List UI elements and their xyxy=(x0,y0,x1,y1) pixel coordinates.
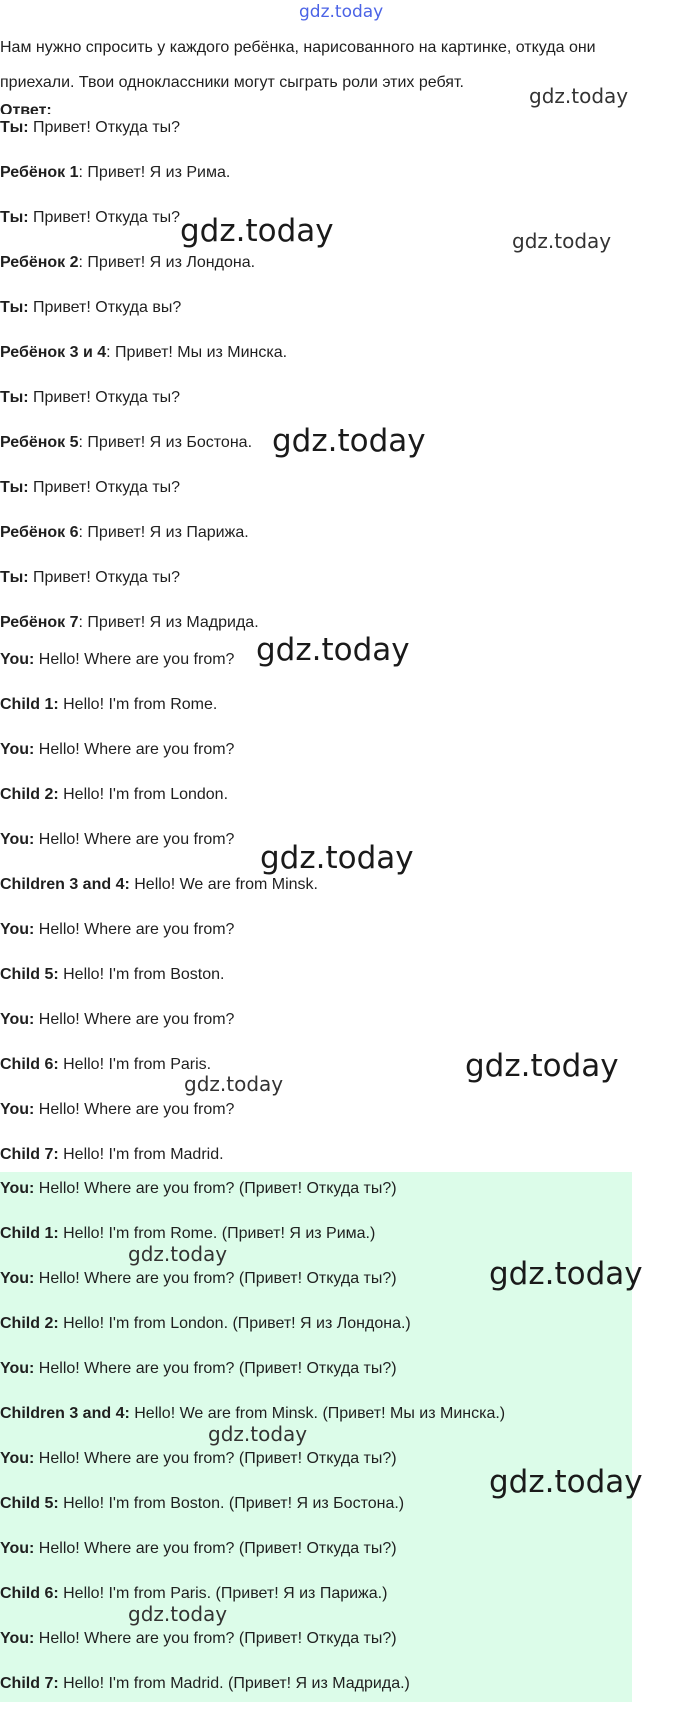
line-text: Привет! Откуда ты? xyxy=(28,209,181,226)
speaker-label: Ребёнок 1 xyxy=(0,164,79,181)
dialogue-line xyxy=(0,875,680,920)
speaker-label: You: xyxy=(0,1540,35,1557)
speaker-label: You: xyxy=(0,921,35,938)
line-text: : Привет! Я из Парижа. xyxy=(78,524,249,541)
speaker-label: You: xyxy=(0,741,35,758)
line-text: Привет! Откуда вы? xyxy=(28,299,182,316)
speaker-label: Ты: xyxy=(0,119,29,136)
speaker-label: Ты: xyxy=(0,569,29,586)
speaker-label: Child 5: xyxy=(0,966,59,983)
speaker-label: Ты: xyxy=(0,389,29,406)
line-text: Привет! Откуда ты? xyxy=(28,119,181,136)
speaker-label: Ты: xyxy=(0,209,29,226)
speaker-label: Child 2: xyxy=(0,786,59,803)
speaker-label: Child 1: xyxy=(0,1225,59,1242)
watermark: gdz.today xyxy=(128,1242,228,1266)
dialogue-line xyxy=(0,1100,680,1145)
dialogue-line xyxy=(0,163,680,208)
watermark: gdz.today xyxy=(465,1048,619,1084)
line-text: Привет! Откуда ты? xyxy=(28,479,181,496)
line-text: Привет! Откуда ты? xyxy=(28,569,181,586)
line-text: Hello! I'm from Boston. xyxy=(58,966,225,983)
answer-heading: Ответ: xyxy=(0,102,52,114)
line-text: Hello! I'm from Paris. (Привет! Я из Парижа.) xyxy=(58,1585,388,1602)
speaker-label: You: xyxy=(0,1360,35,1377)
watermark: gdz.today xyxy=(529,84,629,108)
watermark: gdz.today xyxy=(180,213,334,249)
watermark: gdz.today xyxy=(128,1602,228,1626)
line-text: Hello! We are from Minsk. xyxy=(129,876,318,893)
line-text: Hello! I'm from Madrid. (Привет! Я из Мадрида.) xyxy=(58,1675,410,1692)
line-text: Hello! I'm from Rome. xyxy=(58,696,218,713)
speaker-label: Child 1: xyxy=(0,696,59,713)
dialogue-line xyxy=(0,478,680,523)
speaker-label: You: xyxy=(0,1630,35,1647)
line-text: Hello! I'm from Madrid. xyxy=(58,1146,224,1163)
site-logo[interactable]: gdz.today xyxy=(299,2,384,22)
line-text: Hello! Where are you from? xyxy=(34,651,235,668)
line-text: Hello! Where are you from? xyxy=(34,921,235,938)
dialogue-line xyxy=(0,1584,680,1629)
speaker-label: Children 3 and 4: xyxy=(0,1405,130,1422)
dialogue-line xyxy=(0,1179,680,1224)
line-text: Hello! I'm from Rome. (Привет! Я из Рима.) xyxy=(58,1225,376,1242)
dialogue-line xyxy=(0,965,680,1010)
speaker-label: Ребёнок 6 xyxy=(0,524,79,541)
line-text: Hello! Where are you from? xyxy=(34,831,235,848)
dialogue-line xyxy=(0,785,680,830)
line-text: : Привет! Я из Лондона. xyxy=(78,254,256,271)
line-text: Hello! Where are you from? (Привет! Откуда ты?) xyxy=(34,1630,397,1647)
line-text: Hello! Where are you from? xyxy=(34,1011,235,1028)
speaker-label: You: xyxy=(0,1450,35,1467)
dialogue-line xyxy=(0,1674,680,1719)
line-text: Hello! Where are you from? xyxy=(34,1101,235,1118)
dialogue-line xyxy=(0,1539,680,1584)
line-text: : Привет! Мы из Минска. xyxy=(106,344,288,361)
speaker-label: Ты: xyxy=(0,299,29,316)
watermark: gdz.today xyxy=(260,840,414,876)
speaker-label: Child 6: xyxy=(0,1056,59,1073)
dialogue-line xyxy=(0,920,680,965)
line-text: : Привет! Я из Рима. xyxy=(78,164,231,181)
watermark: gdz.today xyxy=(512,229,612,253)
speaker-label: Ребёнок 3 и 4 xyxy=(0,344,107,361)
line-text: Hello! Where are you from? xyxy=(34,741,235,758)
watermark: gdz.today xyxy=(208,1422,308,1446)
line-text: Привет! Откуда ты? xyxy=(28,389,181,406)
speaker-label: You: xyxy=(0,1011,35,1028)
speaker-label: Ребёнок 2 xyxy=(0,254,79,271)
dialogue-line xyxy=(0,1314,680,1359)
line-text: Hello! I'm from London. xyxy=(58,786,229,803)
dialogue-line xyxy=(0,253,680,298)
speaker-label: Child 6: xyxy=(0,1585,59,1602)
dialogue-line xyxy=(0,1359,680,1404)
task-intro-text: Нам нужно спросить у каждого ребёнка, нарисованного на картинке, откуда они приехали. Твои одноклассники могут сыграть роли этих ребят. xyxy=(0,39,596,91)
speaker-label: You: xyxy=(0,1101,35,1118)
speaker-label: Child 5: xyxy=(0,1495,59,1512)
speaker-label: Ты: xyxy=(0,479,29,496)
line-text: : Привет! Я из Мадрида. xyxy=(78,614,259,631)
dialogue-line xyxy=(0,1629,680,1674)
dialogue-line xyxy=(0,695,680,740)
speaker-label: Child 2: xyxy=(0,1315,59,1332)
dialogue-line xyxy=(0,118,680,163)
dialogue-line xyxy=(0,1494,680,1539)
line-text: Hello! Where are you from? (Привет! Откуда ты?) xyxy=(34,1450,397,1467)
watermark: gdz.today xyxy=(272,423,426,459)
dialogue-line xyxy=(0,568,680,613)
speaker-label: Child 7: xyxy=(0,1146,59,1163)
speaker-label: Ребёнок 7 xyxy=(0,614,79,631)
speaker-label: Children 3 and 4: xyxy=(0,876,130,893)
line-text: Hello! Where are you from? (Привет! Откуда ты?) xyxy=(34,1270,397,1287)
line-text: Hello! Where are you from? (Привет! Откуда ты?) xyxy=(34,1180,397,1197)
line-text: Hello! Where are you from? (Привет! Откуда ты?) xyxy=(34,1540,397,1557)
dialogue-russian xyxy=(0,118,680,658)
line-text: Hello! I'm from Boston. (Привет! Я из Бостона.) xyxy=(58,1495,405,1512)
line-text: Hello! We are from Minsk. (Привет! Мы из Минска.) xyxy=(129,1405,506,1422)
speaker-label: You: xyxy=(0,651,35,668)
line-text: Hello! Where are you from? (Привет! Откуда ты?) xyxy=(34,1360,397,1377)
speaker-label: You: xyxy=(0,1270,35,1287)
watermark: gdz.today xyxy=(256,632,410,668)
speaker-label: Child 7: xyxy=(0,1675,59,1692)
dialogue-line xyxy=(0,343,680,388)
watermark: gdz.today xyxy=(184,1072,284,1096)
line-text: : Привет! Я из Бостона. xyxy=(78,434,253,451)
dialogue-line xyxy=(0,740,680,785)
line-text: Hello! I'm from Paris. xyxy=(58,1056,212,1073)
speaker-label: Ребёнок 5 xyxy=(0,434,79,451)
speaker-label: You: xyxy=(0,1180,35,1197)
dialogue-english xyxy=(0,650,680,1190)
dialogue-line xyxy=(0,1404,680,1449)
watermark: gdz.today xyxy=(489,1464,643,1500)
dialogue-line xyxy=(0,523,680,568)
line-text: Hello! I'm from London. (Привет! Я из Лондона.) xyxy=(58,1315,411,1332)
speaker-label: You: xyxy=(0,831,35,848)
dialogue-line xyxy=(0,298,680,343)
watermark: gdz.today xyxy=(489,1256,643,1292)
